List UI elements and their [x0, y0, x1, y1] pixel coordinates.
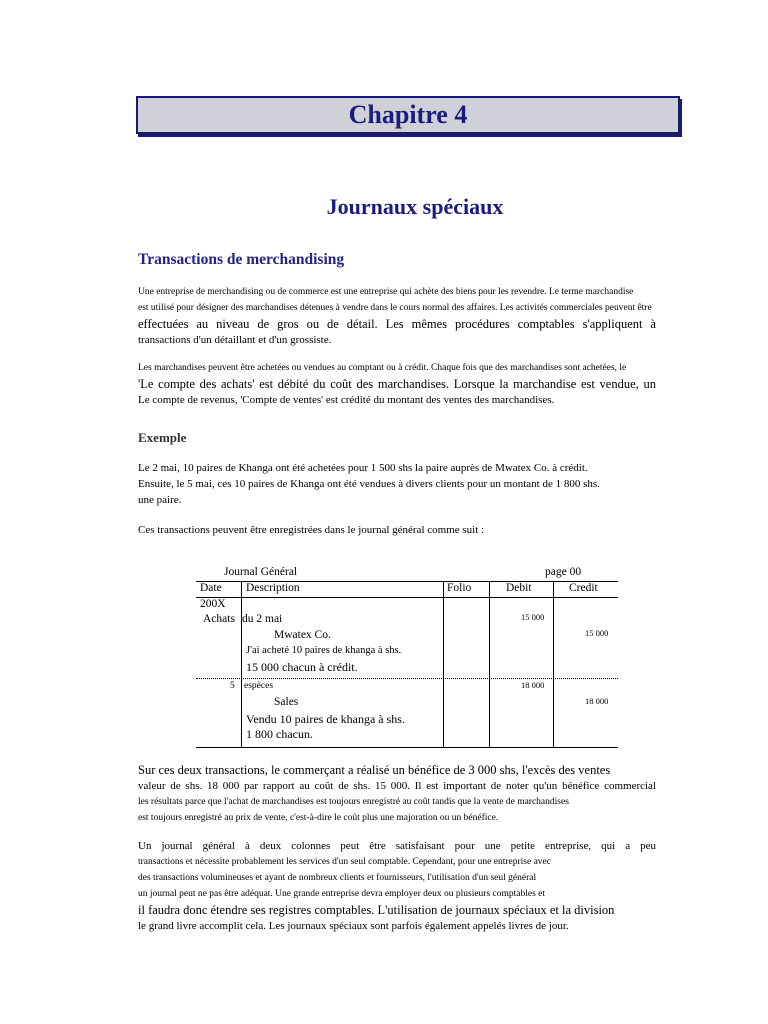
entry1-date: Achats: [203, 613, 235, 625]
example-paragraph: [138, 460, 656, 508]
chapter-banner: [136, 96, 680, 134]
header-date: Date: [200, 582, 222, 594]
entry2-desc-line: espèces: [244, 681, 274, 691]
entry2-credit: 18 000: [585, 696, 609, 706]
profit-line: Sur ces deux transactions, le commerçant a réalisé un bénéfice de 3 000 shs, l'excès des ventes: [138, 763, 611, 777]
entry2-date: 5: [230, 681, 235, 691]
header-folio: Folio: [447, 582, 472, 594]
entry2-desc-line: Sales: [274, 696, 299, 708]
header-description: Description: [246, 582, 300, 594]
page-title: Journaux spéciaux: [326, 194, 504, 219]
journal-title: Journal Général: [224, 566, 298, 578]
header-debit: Debit: [506, 582, 532, 594]
entry2-debit: 18 000: [521, 680, 545, 690]
intro-line: Une entreprise de merchandising ou de commerce est une entreprise qui achète des biens pour les revendre. Le terme marchandise: [138, 287, 634, 297]
purchase-paragraph: [138, 360, 656, 408]
journal-page-number: page 00: [545, 566, 582, 578]
closing-line: des transactions volumineuses et ayant de nombreux clients et fournisseurs, l'utilisation d'un seul général: [138, 873, 537, 883]
journal-year: 200X: [200, 598, 226, 610]
journal-table: [196, 581, 618, 748]
profit-line: est toujours enregistré au prix de vente, c'est-à-dire le coût plus une majoration ou un bénéfice.: [138, 813, 499, 823]
purchase-line: 'Le compte des achats' est débité du coût des marchandises. Lorsque la marchandise est vendue, un: [138, 377, 656, 391]
column-divider: [241, 582, 242, 747]
chapter-title: Chapitre 4: [348, 100, 468, 129]
entry1-desc-line: J'ai acheté 10 paires de khanga à shs.: [246, 645, 402, 656]
entry1-desc-line: du 2 mai: [242, 613, 283, 625]
closing-line: transactions et nécessite probablement les services d'un seul comptable. Cependant, pour une entreprise avec: [138, 857, 551, 867]
column-divider: [489, 582, 490, 747]
profit-line: les résultats parce que l'achat de marchandises est toujours enregistré au coût tandis que la vente de marchandises: [138, 797, 569, 807]
record-intro-line: Ces transactions peuvent être enregistrées dans le journal général comme suit :: [138, 524, 485, 536]
example-line: une paire.: [138, 494, 182, 506]
example-heading: Exemple: [138, 430, 187, 445]
entry1-debit: 15 000: [521, 612, 545, 622]
example-line: Ensuite, le 5 mai, ces 10 paires de Khanga ont été vendues à divers clients pour un montant de 1 800 shs.: [138, 478, 600, 490]
purchase-line: Le compte de revenus, 'Compte de ventes' est crédité du montant des ventes des marchandises.: [138, 394, 555, 406]
section-heading: Transactions de merchandising: [138, 251, 345, 268]
record-intro: [138, 522, 656, 538]
entry2-desc-line: Vendu 10 paires de khanga à shs.: [246, 712, 405, 726]
entry-separator: [196, 678, 618, 679]
closing-line: le grand livre accomplit cela. Les journaux spéciaux sont parfois également appelés livres de jour.: [138, 920, 569, 932]
closing-paragraph: [138, 838, 656, 934]
example-line: Le 2 mai, 10 paires de Khanga ont été achetées pour 1 500 shs la paire auprès de Mwatex Co. à crédit.: [138, 462, 588, 474]
entry2-desc-line: 1 800 chacun.: [246, 727, 313, 741]
intro-line: est utilisé pour désigner des marchandises détenues à vendre dans le cours normal des affaires. Les activités commerciales peuvent être: [138, 303, 652, 313]
closing-line: Un journal général à deux colonnes peut être satisfaisant pour une petite entreprise, qui a peu: [138, 840, 656, 852]
intro-line: transactions d'un détaillant et d'un grossiste.: [138, 334, 332, 346]
journal-header-row: [196, 582, 618, 598]
intro-paragraph: [138, 284, 656, 348]
profit-line: valeur de shs. 18 000 par rapport au coût de shs. 15 000. Il est important de noter qu'un bénéfice commercial: [138, 780, 656, 792]
header-credit: Credit: [569, 582, 598, 594]
profit-paragraph: [138, 762, 656, 826]
column-divider: [553, 582, 554, 747]
purchase-line: Les marchandises peuvent être achetées ou vendues au comptant ou à crédit. Chaque fois que des marchandises sont achetées, le: [138, 363, 627, 373]
entry1-desc-line: 15 000 chacun à crédit.: [246, 660, 358, 674]
column-divider: [443, 582, 444, 747]
closing-line: un journal peut ne pas être adéquat. Une grande entreprise devra employer deux ou plusieurs comptables et: [138, 889, 546, 899]
entry1-credit: 15 000: [585, 628, 609, 638]
intro-line: effectuées au niveau de gros ou de détail. Les mêmes procédures comptables s'appliquent à: [138, 317, 656, 331]
entry1-desc-line: Mwatex Co.: [274, 629, 331, 641]
closing-line: il faudra donc étendre ses registres comptables. L'utilisation de journaux spéciaux et la division: [138, 903, 615, 917]
